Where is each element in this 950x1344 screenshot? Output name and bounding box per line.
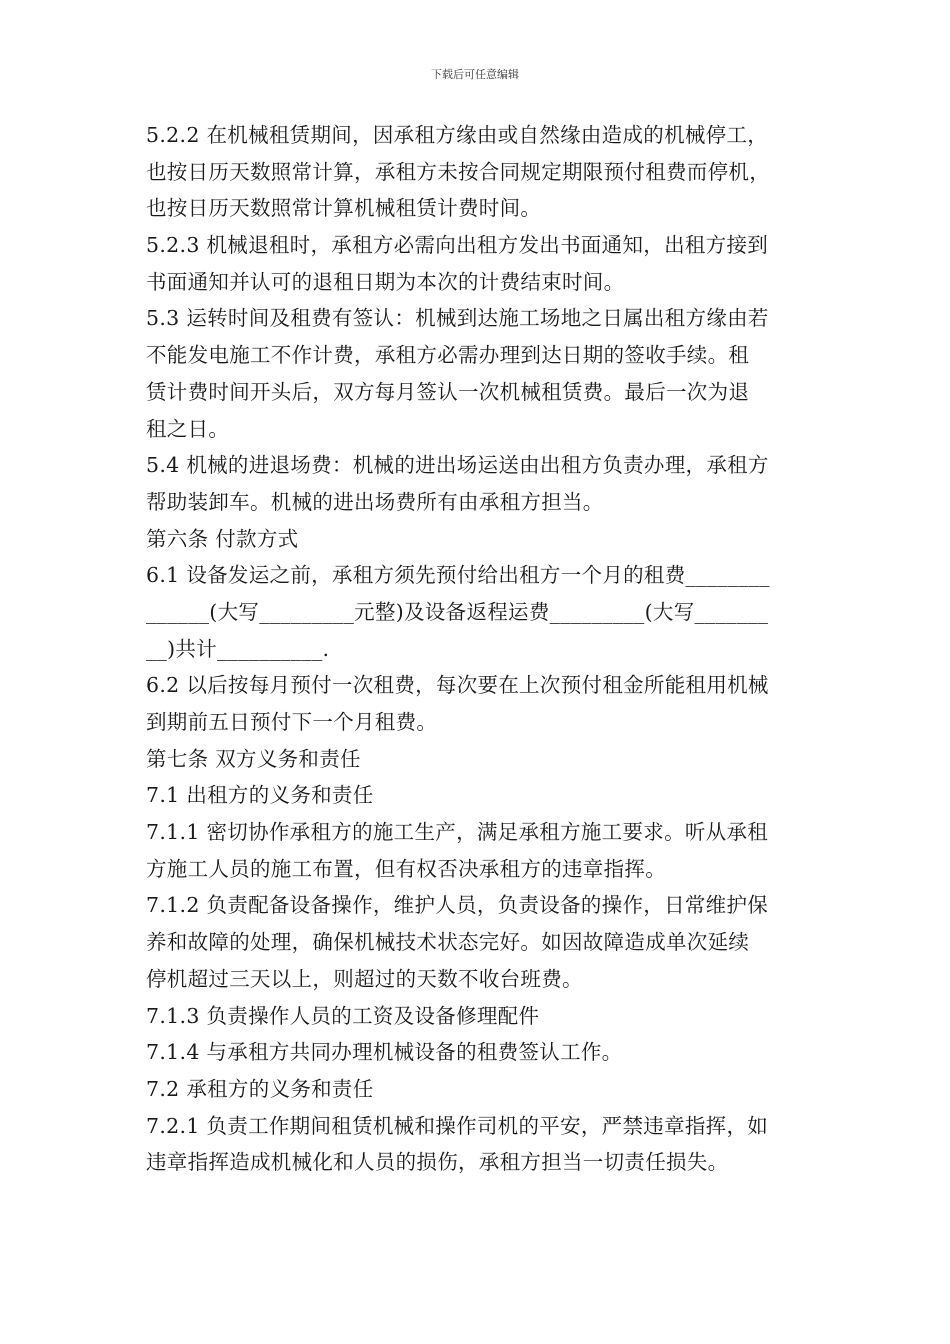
text-line: 租之日。 <box>146 416 230 441</box>
text-line: 7.1.1 密切协作承租方的施工生产，满足承租方施工要求。听从承租 <box>146 820 769 845</box>
text-line: 到期前五日预付下一个月租费。 <box>146 710 438 734</box>
text-line: 6.1 设备发运之前，承租方须先预付给出租方一个月的租费________ <box>146 563 770 588</box>
text-line: 5.3 运转时间及租费有签认：机械到达施工场地之日属出租方缘由若 <box>146 306 769 331</box>
text-line: 也按日历天数照常计算，承租方未按合同规定期限预付租费而停机， <box>146 159 770 184</box>
page-header: 下载后可任意编辑 <box>431 68 519 81</box>
text-line: 6.2 以后按每月预付一次租费，每次要在上次预付租金所能租用机械 <box>146 673 769 698</box>
text-line: 帮助装卸车。机械的进出场费所有由承租方担当。 <box>146 489 604 514</box>
text-line: 5.2.3 机械退租时，承租方必需向出租方发出书面通知，出租方接到 <box>146 233 769 258</box>
text-line: 7.2.1 负责工作期间租赁机械和操作司机的平安，严禁违章指挥，如 <box>146 1113 769 1138</box>
document-body <box>146 117 812 1181</box>
text-line: 停机超过三天以上，则超过的天数不收台班费。 <box>146 966 583 991</box>
text-line: __)共计__________. <box>146 636 330 661</box>
text-line: 违章指挥造成机械化和人员的损伤，承租方担当一切责任损失。 <box>146 1150 729 1175</box>
text-line: 7.1.4 与承租方共同办理机械设备的租费签认工作。 <box>146 1040 623 1065</box>
text-line: 养和故障的处理，确保机械技术状态完好。如因故障造成单次延续 <box>146 930 750 955</box>
subsection-heading: 7.2 承租方的义务和责任 <box>146 1076 374 1101</box>
text-line: 5.4 机械的进退场费：机械的进出场运送由出租方负责办理，承租方 <box>146 453 769 478</box>
text-line: 5.2.2 在机械租赁期间，因承租方缘由或自然缘由造成的机械停工， <box>146 123 769 147</box>
subsection-heading: 7.1 出租方的义务和责任 <box>146 783 374 808</box>
text-line: 也按日历天数照常计算机械租赁计费时间。 <box>146 196 542 221</box>
section-heading: 第七条 双方义务和责任 <box>146 746 361 771</box>
text-line: 书面通知并认可的退租日期为本次的计费结束时间。 <box>146 269 625 294</box>
text-line: ______(大写_________元整)及设备返程运费_________(大写_______ <box>146 599 769 624</box>
text-line: 赁计费时间开头后，双方每月签认一次机械租赁费。最后一次为退 <box>146 379 750 404</box>
text-line: 7.1.3 负责操作人员的工资及设备修理配件 <box>146 1003 540 1028</box>
section-heading: 第六条 付款方式 <box>146 526 299 551</box>
text-line: 7.1.2 负责配备设备操作，维护人员，负责设备的操作，日常维护保 <box>146 893 769 918</box>
text-line: 不能发电施工不作计费，承租方必需办理到达日期的签收手续。租 <box>146 343 750 368</box>
text-line: 方施工人员的施工布置，但有权否决承租方的违章指挥。 <box>146 856 666 881</box>
